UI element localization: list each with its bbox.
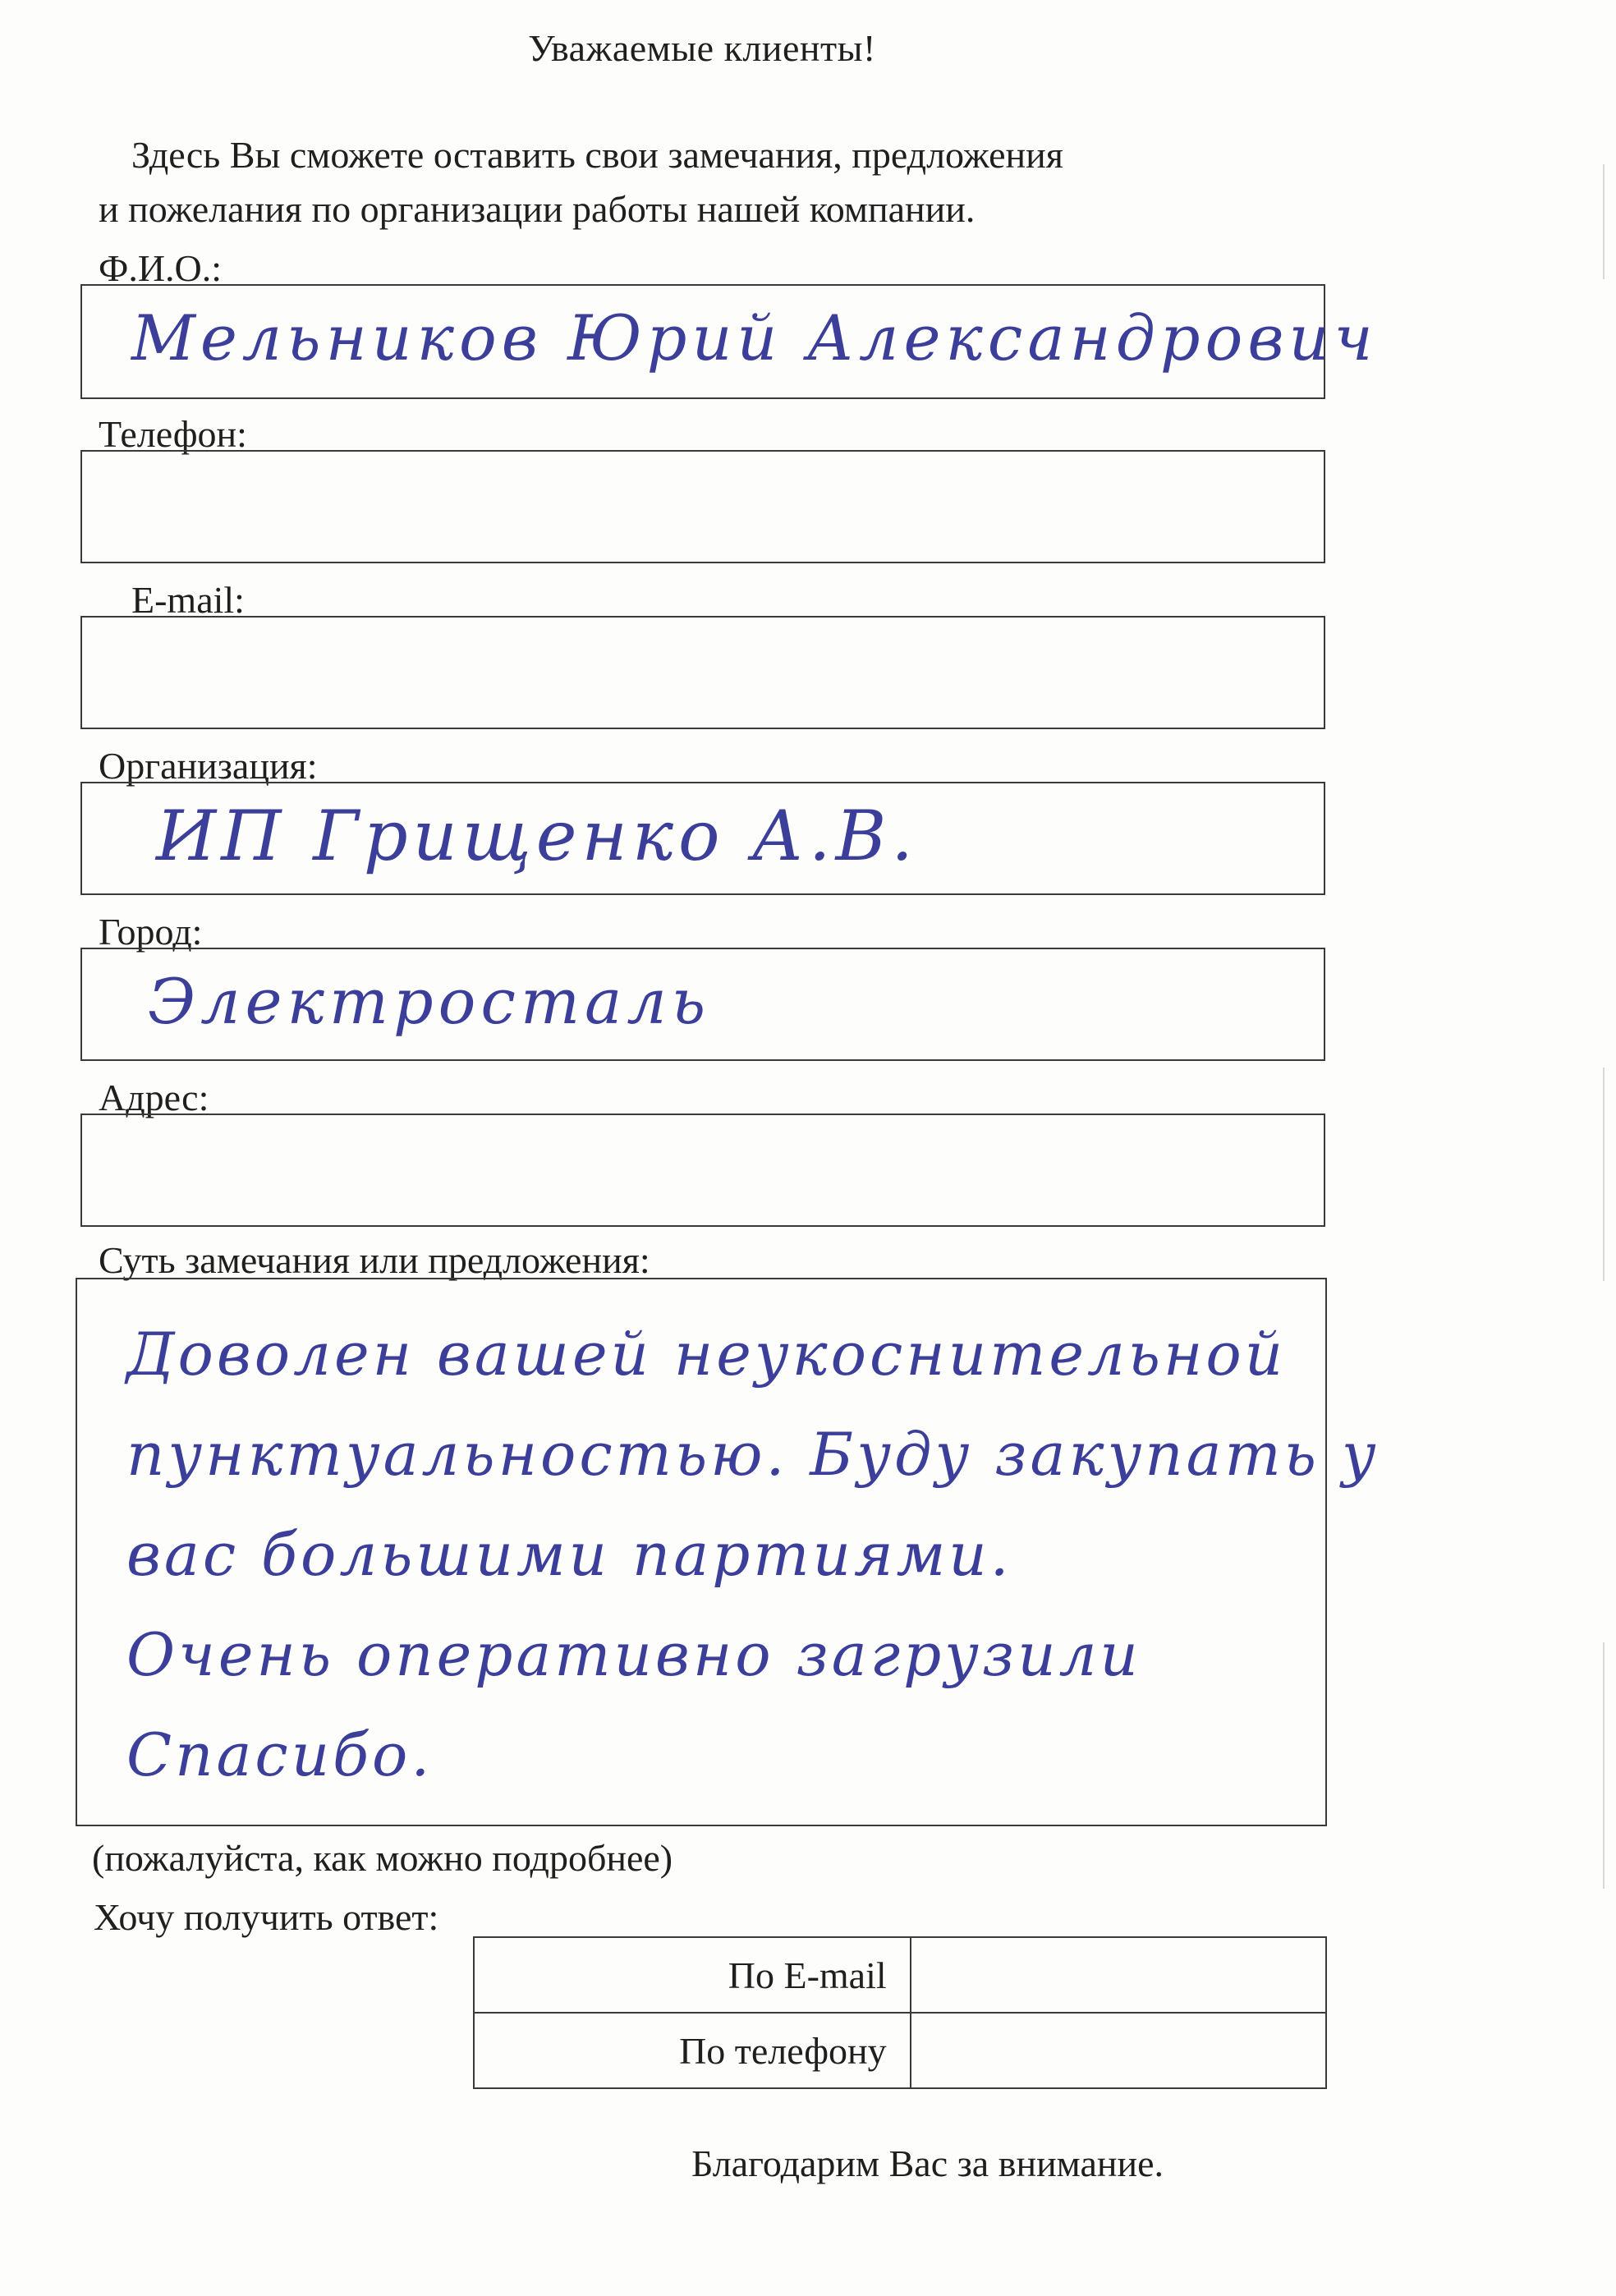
thanks-text: Благодарим Вас за внимание. — [691, 2142, 1164, 2184]
city-field[interactable] — [80, 948, 1325, 1061]
page-title: Уважаемые клиенты! — [528, 27, 876, 69]
scan-edge-mark — [1603, 164, 1605, 279]
comment-line: пунктуальностью. Буду закупать у — [126, 1420, 1380, 1489]
address-label: Адрес: — [99, 1077, 209, 1118]
reply-preference-label: Хочу получить ответ: — [94, 1896, 439, 1938]
city-handwritten-value: Электросталь — [148, 965, 711, 1038]
email-label: E-mail: — [131, 579, 245, 621]
reply-option-email-checkbox[interactable] — [911, 1937, 1326, 2013]
comment-hint: (пожалуйста, как можно подробнее) — [92, 1837, 673, 1879]
comment-field[interactable] — [76, 1278, 1380, 1826]
address-field[interactable] — [80, 1114, 1325, 1227]
fio-field[interactable] — [80, 284, 1378, 399]
email-field[interactable] — [80, 616, 1325, 729]
scan-edge-mark — [1603, 1068, 1605, 1281]
comment-line: Очень оперативно загрузили — [126, 1620, 1141, 1689]
intro-text-line-2: и пожелания по организации работы нашей компании. — [99, 188, 976, 230]
comment-label: Суть замечания или предложения: — [99, 1239, 650, 1281]
reply-option-email-row — [474, 1937, 1326, 2013]
phone-field[interactable] — [80, 450, 1325, 563]
comment-line: вас большими партиями. — [126, 1520, 1012, 1589]
fio-label: Ф.И.О.: — [99, 247, 223, 289]
reply-options-table — [473, 1936, 1327, 2089]
organization-field[interactable] — [80, 782, 1325, 895]
reply-option-email-label: По E-mail — [474, 1937, 911, 2013]
comment-line: Доволен вашей неукоснительной — [126, 1320, 1287, 1389]
reply-option-phone-checkbox[interactable] — [911, 2013, 1326, 2088]
comment-handwritten-text — [126, 1304, 1380, 1805]
organization-handwritten-value: ИП Грищенко А.В. — [156, 796, 919, 876]
scan-edge-mark — [1603, 1642, 1605, 1889]
fio-handwritten-value: Мельников Юрий Александрович — [131, 301, 1378, 374]
city-label: Город: — [99, 911, 203, 953]
comment-line: Спасибо. — [126, 1720, 434, 1789]
phone-label: Телефон: — [99, 413, 247, 455]
reply-option-phone-label: По телефону — [474, 2013, 911, 2088]
intro-text-line-1: Здесь Вы сможете оставить свои замечания, предложения — [131, 134, 1063, 176]
organization-label: Организация: — [99, 745, 318, 787]
reply-option-phone-row — [474, 2013, 1326, 2088]
